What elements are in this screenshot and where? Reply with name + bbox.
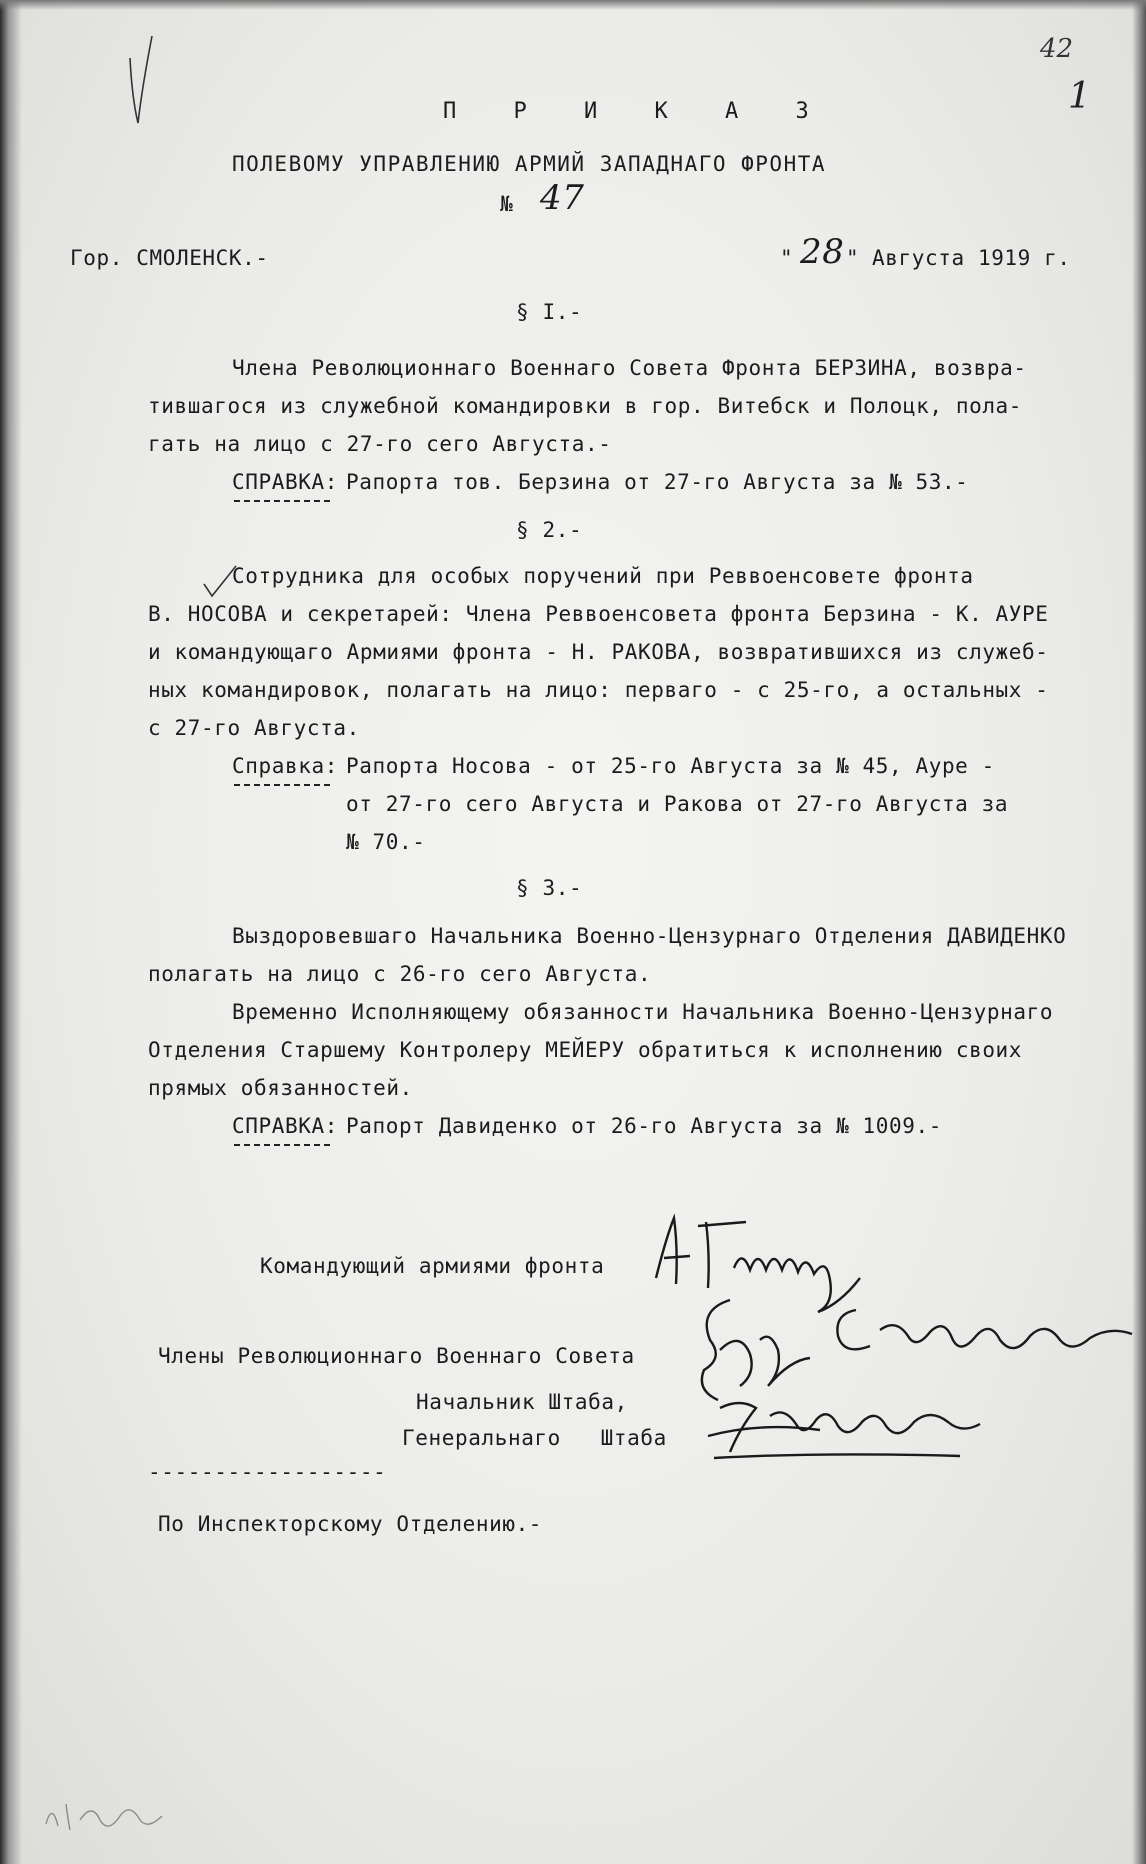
section-1-line-1: Члена Революционнаго Военнаго Совета Фронта БЕРЗИНА, возвра-	[232, 356, 1027, 380]
sheet-number-mark: 42	[1040, 34, 1074, 64]
section-1-reference-text: Рапорта тов. Берзина от 27-го Августа за № 53.-	[346, 470, 969, 494]
section-2-reference-underline	[234, 784, 330, 786]
section-2-reference-label: Справка:	[232, 754, 338, 778]
city-line: Гор. СМОЛЕНСК.-	[70, 246, 269, 270]
section-2-reference-line-1: Рапорта Носова - от 25-го Августа за № 45, Ауре -	[346, 754, 995, 778]
section-3-reference-label: СПРАВКА:	[232, 1114, 338, 1138]
section-2-line-3: и командующаго Армиями фронта - Н. РАКОВА, возвратившихся из служеб-	[148, 640, 1049, 664]
date-rest: Августа 1919 г.	[872, 246, 1071, 270]
section-3-line-4: Отделения Старшему Контролеру МЕЙЕРУ обратиться к исполнению своих	[148, 1038, 1023, 1062]
section-3-reference-underline	[234, 1144, 330, 1146]
signature-chief-of-staff-line-1: Начальник Штаба,	[416, 1390, 628, 1414]
section-2-line-5: с 27-го Августа.	[148, 716, 360, 740]
section-3-line-2: полагать на лицо с 26-го сего Августа.	[148, 962, 652, 986]
section-3-line-1: Выздоровевшаго Начальника Военно-Цензурнаго Отделения ДАВИДЕНКО	[232, 924, 1067, 948]
section-2-reference-line-2: от 27-го сего Августа и Ракова от 27-го Августа за	[346, 792, 1009, 816]
date-day: 28	[800, 232, 845, 272]
section-2-line-1: Сотрудника для особых поручений при Реввоенсовете фронта	[232, 564, 974, 588]
section-1-heading: § I.-	[516, 300, 583, 324]
section-3-reference-text: Рапорт Давиденко от 26-го Августа за № 1009.-	[346, 1114, 942, 1138]
check-mark-top-left	[118, 28, 158, 128]
signature-commander-label: Командующий армиями фронта	[260, 1254, 605, 1278]
section-3-line-5: прямых обязанностей.	[148, 1076, 413, 1100]
pencil-mark-bottom-left	[40, 1790, 170, 1840]
page-number-mark: 1	[1068, 76, 1091, 117]
scan-edge-left	[0, 0, 22, 1864]
section-1-reference-label: СПРАВКА:	[232, 470, 338, 494]
scan-edge-top	[0, 0, 1146, 10]
section-1-line-3: гать на лицо с 27-го сего Августа.-	[148, 432, 612, 456]
order-number: 47	[540, 178, 585, 218]
section-2-line-4: ных командировок, полагать на лицо: перваго - с 25-го, а остальных -	[148, 678, 1049, 702]
section-2-reference-line-3: № 70.-	[346, 830, 426, 854]
section-3-heading: § 3.-	[516, 876, 583, 900]
footer-distribution: По Инспекторскому Отделению.-	[158, 1512, 543, 1536]
document-title: П Р И К А З	[443, 99, 831, 124]
section-1-line-2: тившагося из служебной командировки в гор. Витебск и Полоцк, пола-	[148, 394, 1023, 418]
section-2-line-2: В. НОСОВА и секретарей: Члена Реввоенсовета фронта Берзина - К. АУРЕ	[148, 602, 1049, 626]
scan-edge-right	[1132, 0, 1146, 1864]
section-2-heading: § 2.-	[516, 518, 583, 542]
section-1-reference-underline	[234, 500, 330, 502]
date-quote-close: "	[846, 246, 860, 270]
signature-council-label: Члены Революционнаго Военнаго Совета	[158, 1344, 635, 1368]
signature-council-member-2	[820, 1290, 1140, 1380]
document-subtitle: ПОЛЕВОМУ УПРАВЛЕНИЮ АРМИЙ ЗАПАДНАГО ФРОНТА	[232, 152, 827, 176]
signature-chief-of-staff-line-2: Генеральнаго Штаба	[402, 1426, 667, 1450]
date-quote-open: "	[780, 246, 794, 270]
signature-chief-of-staff	[700, 1378, 1020, 1468]
separator-line: ------------------	[148, 1460, 387, 1484]
order-number-prefix: №	[500, 192, 514, 216]
section-3-line-3: Временно Исполняющему обязанности Начальника Военно-Цензурнаго	[232, 1000, 1054, 1024]
